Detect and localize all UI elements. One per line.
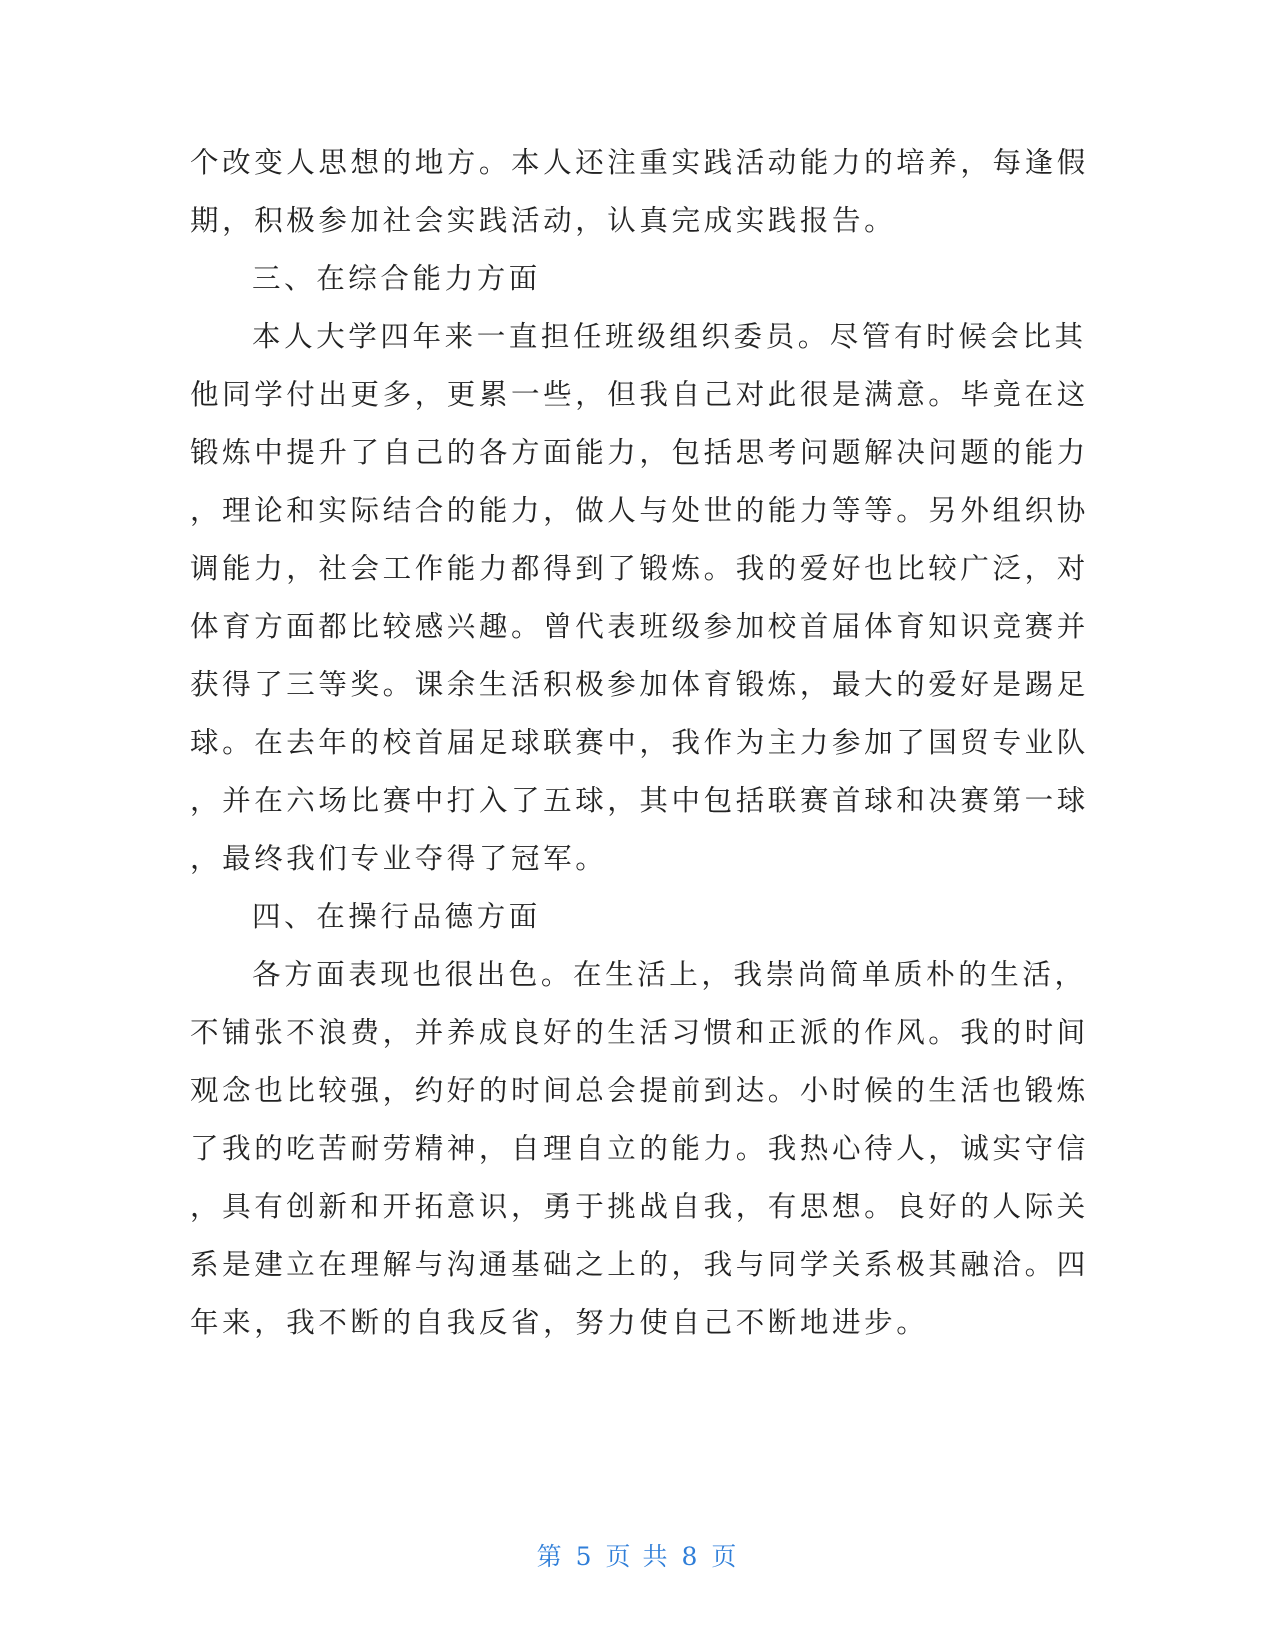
body-line: 他同学付出更多，更累一些，但我自己对此很是满意。毕竟在这 [190, 378, 1089, 411]
body-line: 获得了三等奖。课余生活积极参加体育锻炼，最大的爱好是踢足 [190, 668, 1089, 701]
footer-middle: 页 共 [605, 1542, 670, 1571]
total-pages-number: 8 [681, 1542, 700, 1571]
body-line: ，具有创新和开拓意识，勇于挑战自我，有思想。良好的人际关 [190, 1190, 1089, 1223]
footer-prefix: 第 [536, 1542, 564, 1571]
section-heading-4: 四、在操行品德方面 [252, 900, 541, 933]
body-line: 锻炼中提升了自己的各方面能力，包括思考问题解决问题的能力 [190, 436, 1089, 469]
body-line: ，理论和实际结合的能力，做人与处世的能力等等。另外组织协 [190, 494, 1089, 527]
body-line: 了我的吃苦耐劳精神，自理自立的能力。我热心待人，诚实守信 [190, 1132, 1089, 1165]
body-line: 球。在去年的校首届足球联赛中，我作为主力参加了国贸专业队 [190, 726, 1089, 759]
current-page-number: 5 [575, 1542, 594, 1571]
body-line: 调能力，社会工作能力都得到了锻炼。我的爱好也比较广泛，对 [190, 552, 1089, 585]
body-line: 年来，我不断的自我反省，努力使自己不断地进步。 [190, 1306, 929, 1339]
body-line: 各方面表现也很出色。在生活上，我崇尚简单质朴的生活， [252, 958, 1087, 991]
section-heading-3: 三、在综合能力方面 [252, 262, 541, 295]
body-line: ，最终我们专业夺得了冠军。 [190, 842, 608, 875]
body-line: 本人大学四年来一直担任班级组织委员。尽管有时候会比其 [252, 320, 1087, 353]
body-line: 观念也比较强，约好的时间总会提前到达。小时候的生活也锻炼 [190, 1074, 1089, 1107]
body-line: ，并在六场比赛中打入了五球，其中包括联赛首球和决赛第一球 [190, 784, 1089, 817]
body-line: 系是建立在理解与沟通基础之上的，我与同学关系极其融洽。四 [190, 1248, 1089, 1281]
body-line: 期，积极参加社会实践活动，认真完成实践报告。 [190, 204, 897, 237]
body-line: 个改变人思想的地方。本人还注重实践活动能力的培养，每逢假 [190, 146, 1089, 179]
body-line: 不铺张不浪费，并养成良好的生活习惯和正派的作风。我的时间 [190, 1016, 1089, 1049]
body-line: 体育方面都比较感兴趣。曾代表班级参加校首届体育知识竞赛并 [190, 610, 1089, 643]
footer-suffix: 页 [711, 1542, 739, 1571]
page-number-footer [0, 1540, 1275, 1574]
